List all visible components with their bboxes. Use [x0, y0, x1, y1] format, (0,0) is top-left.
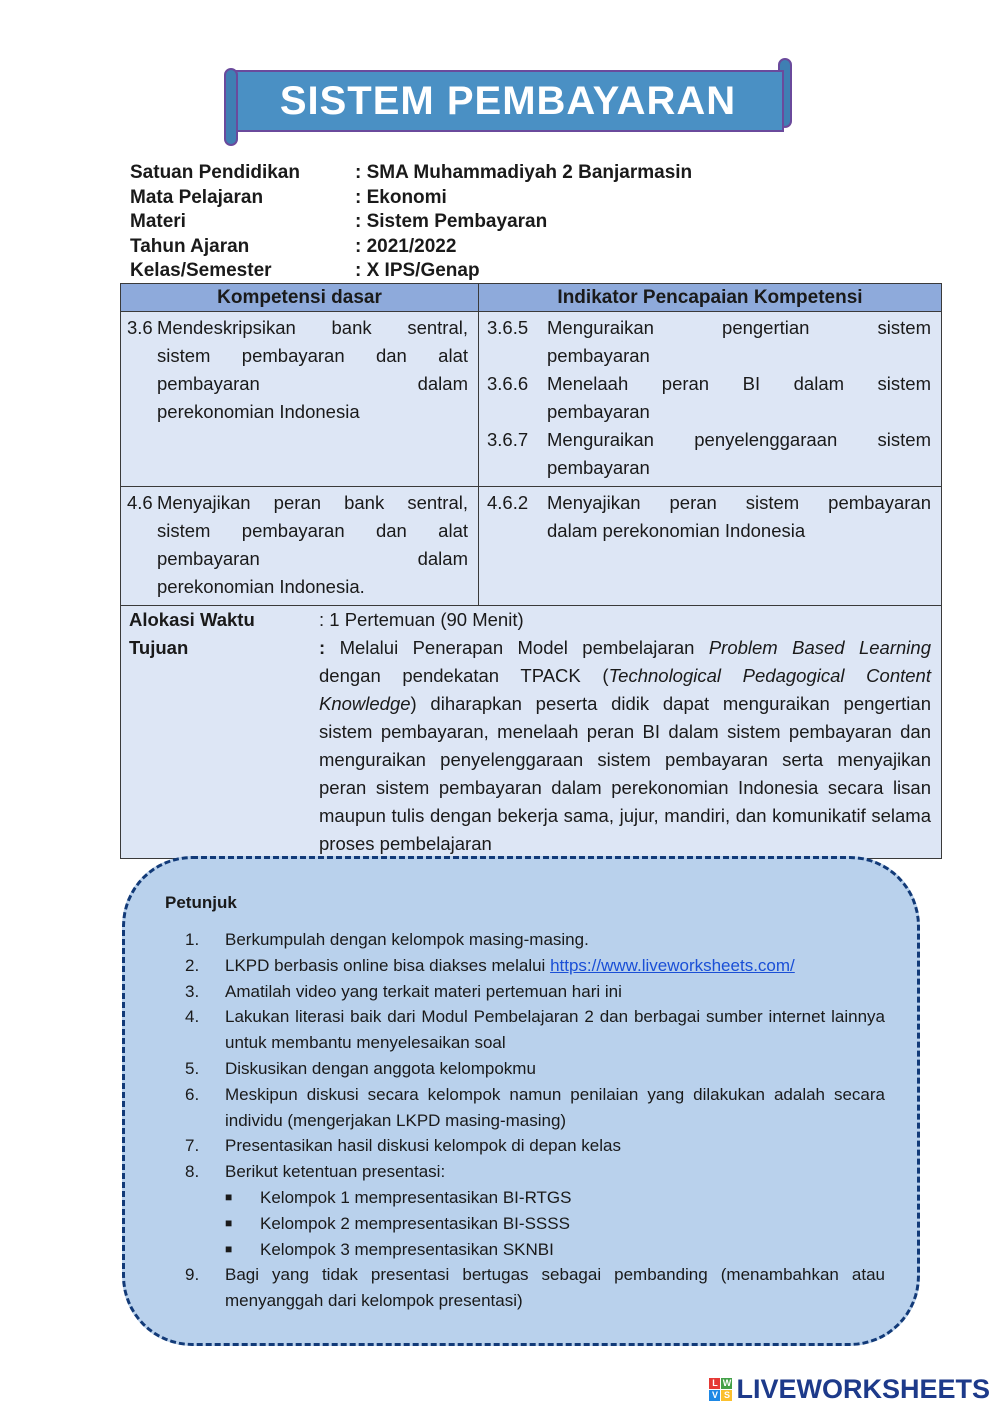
tujuan-text: Melalui Penerapan Model pembelajaran — [325, 637, 709, 658]
step-text: Diskusikan dengan anggota kelompokmu — [225, 1058, 536, 1078]
list-item — [185, 1056, 885, 1082]
identity-row — [130, 259, 930, 284]
list-item — [185, 927, 885, 953]
step-text: Meskipun diskusi secara kelompok namun penilaian yang dilakukan adalah secara individu (mengerjakan LKPD masing-masing) — [225, 1084, 885, 1130]
list-item — [185, 1159, 885, 1185]
indicator-number: 3.6.5 — [487, 317, 529, 338]
tujuan-label: Tujuan — [129, 637, 189, 658]
step-text: Berkumpulah dengan kelompok masing-masing. — [225, 930, 589, 949]
bullet-item — [185, 1237, 885, 1263]
header-kompetensi-dasar: Kompetensi dasar — [121, 284, 479, 312]
indicator-item — [487, 370, 931, 426]
indicator-text — [547, 426, 931, 482]
tujuan-cell — [121, 606, 942, 859]
kd-line: sistem pembayaran dan alat — [157, 345, 468, 366]
identity-value: : SMA Muhammadiyah 2 Banjarmasin — [355, 162, 693, 183]
square-bullet-icon: ■ — [225, 1241, 233, 1256]
table-header-row — [121, 284, 942, 312]
indicator-item — [487, 489, 931, 545]
kd-line: Menyajikan peran bank sentral, — [157, 492, 468, 513]
identity-row — [130, 161, 930, 186]
tujuan-tpack: Technological Pedagogical Content Knowledge — [319, 665, 931, 714]
indicator-number: 3.6.7 — [487, 429, 529, 450]
table-row — [121, 487, 942, 606]
logo-icon — [709, 1378, 732, 1401]
list-item — [185, 979, 885, 1005]
tujuan-text: dengan pendekatan TPACK ( — [319, 665, 609, 686]
kd-line: sistem pembayaran dan alat — [157, 520, 468, 541]
step-number: 4. — [185, 1007, 200, 1027]
indicator-line: pembayaran — [547, 457, 650, 478]
indicator-text — [547, 489, 931, 545]
step-text-part: LKPD berbasis online bisa diakses melalui — [225, 955, 551, 975]
alokasi-row — [129, 606, 931, 634]
kd-cell — [121, 487, 479, 606]
indicator-cell — [479, 312, 942, 487]
step-number: 6. — [185, 1084, 200, 1104]
identity-row — [130, 210, 930, 235]
list-item — [185, 1133, 885, 1159]
step-text: Amatilah video yang terkait materi pertemuan hari ini — [225, 981, 622, 1001]
kd-line: perekonomian Indonesia — [157, 401, 360, 422]
tujuan-text: ) diharapkan peserta didik dapat menguraikan pengertian sistem pembayaran, menelaah peran BI dalam sistem pembayaran dan menguraikan penyelenggaraan sistem pembayaran serta menyajikan peran sistem pembayaran dalam perekonomian Indonesia secara lisan maupun tulis dengan bekerja sama, jujur, mandiri, dan komunikatif selama proses pembelajaran — [319, 693, 931, 854]
indicator-text — [547, 370, 931, 426]
step-text: Berikut ketentuan presentasi: — [225, 1162, 446, 1182]
logo-tile: W — [722, 1378, 732, 1388]
petunjuk-steps — [185, 927, 885, 1314]
logo-tile: S — [721, 1390, 732, 1401]
kd-item — [127, 314, 468, 426]
title-banner — [224, 58, 792, 148]
tujuan-value — [319, 634, 931, 858]
kd-line: pembayaran dalam — [157, 373, 468, 394]
logo-tile: L — [709, 1378, 720, 1389]
kd-item — [127, 489, 468, 601]
step-text: Lakukan literasi baik dari Modul Pembelajaran 2 dan berbagai sumber internet lainnya untuk membantu menyelesaikan soal — [225, 1007, 885, 1053]
step-number: 2. — [185, 955, 200, 975]
bullet-text: Kelompok 3 mempresentasikan SKNBI — [260, 1239, 554, 1259]
indicator-line: Menelaah peran BI dalam sistem — [547, 373, 931, 394]
competency-table — [120, 283, 942, 859]
square-bullet-icon: ■ — [225, 1215, 233, 1230]
indicator-line: Menyajikan peran sistem pembayaran — [547, 492, 931, 513]
banner-scroll-left — [224, 68, 238, 146]
liveworksheets-logo — [709, 1374, 990, 1405]
identity-value: : 2021/2022 — [355, 235, 457, 257]
indicator-line: Menguraikan pengertian sistem — [547, 317, 931, 338]
bullet-text: Kelompok 1 mempresentasikan BI-RTGS — [260, 1187, 572, 1207]
step-text: Presentasikan hasil diskusi kelompok di depan kelas — [225, 1136, 621, 1156]
indicator-line: pembayaran — [547, 401, 650, 422]
indicator-text — [547, 314, 931, 370]
identity-row — [130, 235, 930, 260]
tujuan-model: Problem Based Learning — [708, 637, 931, 658]
petunjuk-title: Petunjuk — [165, 893, 237, 912]
list-item — [185, 1082, 885, 1134]
identity-value: : Sistem Pembayaran — [355, 211, 548, 232]
kd-line: Mendeskripsikan bank sentral, — [157, 317, 468, 338]
step-number: 7. — [185, 1136, 200, 1156]
identity-value: : X IPS/Genap — [355, 260, 480, 281]
kd-text — [157, 314, 468, 426]
identity-row — [130, 186, 930, 211]
indicator-number: 4.6.2 — [487, 492, 529, 513]
list-item — [185, 953, 885, 979]
kd-line: perekonomian Indonesia. — [157, 576, 365, 597]
indicator-item — [487, 426, 931, 482]
identity-label: Kelas/Semester — [130, 260, 272, 281]
step-number: 1. — [185, 930, 200, 949]
step-number: 9. — [185, 1265, 200, 1285]
identity-label: Materi — [130, 211, 186, 232]
list-item — [185, 1262, 885, 1314]
kd-text — [157, 489, 468, 601]
kd-number: 4.6 — [127, 492, 153, 513]
list-item — [185, 1004, 885, 1056]
bullet-text: Kelompok 2 mempresentasikan BI-SSSS — [260, 1213, 570, 1233]
step-number: 3. — [185, 981, 200, 1001]
bullet-item — [185, 1185, 885, 1211]
square-bullet-icon: ■ — [225, 1189, 233, 1204]
indicator-item — [487, 314, 931, 370]
kd-cell — [121, 312, 479, 487]
step-number: 5. — [185, 1058, 200, 1078]
kd-number: 3.6 — [127, 317, 153, 338]
step-text — [225, 953, 885, 979]
identity-label: Satuan Pendidikan — [130, 162, 300, 183]
tujuan-row — [129, 634, 931, 858]
indicator-number: 3.6.6 — [487, 373, 529, 394]
indicator-line: Menguraikan penyelenggaraan sistem — [547, 429, 931, 450]
bullet-item — [185, 1211, 885, 1237]
alokasi-label: Alokasi Waktu — [129, 609, 255, 630]
table-row — [121, 312, 942, 487]
indicator-line: dalam perekonomian Indonesia — [547, 520, 806, 541]
kd-line: pembayaran dalam — [157, 548, 468, 569]
identity-label: Tahun Ajaran — [130, 235, 250, 257]
logo-text: LIVEWORKSHEETS — [736, 1374, 990, 1404]
header-indikator: Indikator Pencapaian Kompetensi — [479, 284, 942, 312]
step-text: Bagi yang tidak presentasi bertugas sebagai pembanding (menambahkan atau menyanggah dari kelompok presentasi) — [225, 1265, 885, 1311]
alokasi-value: : 1 Pertemuan (90 Menit) — [319, 609, 524, 630]
petunjuk-box — [122, 856, 920, 1346]
table-row — [121, 606, 942, 859]
indicator-cell — [479, 487, 942, 606]
tujuan-colon: : — [319, 637, 326, 658]
logo-tile: V — [709, 1390, 720, 1401]
identity-label: Mata Pelajaran — [130, 186, 264, 208]
identity-value: : Ekonomi — [355, 186, 447, 208]
indicator-line: pembayaran — [547, 345, 650, 366]
identity-block — [130, 161, 930, 284]
liveworksheets-link[interactable]: https://www.liveworksheets.com/ — [550, 955, 795, 975]
step-number: 8. — [185, 1162, 200, 1182]
banner-ribbon — [232, 70, 784, 132]
page-title: SISTEM PEMBAYARAN — [279, 78, 737, 123]
